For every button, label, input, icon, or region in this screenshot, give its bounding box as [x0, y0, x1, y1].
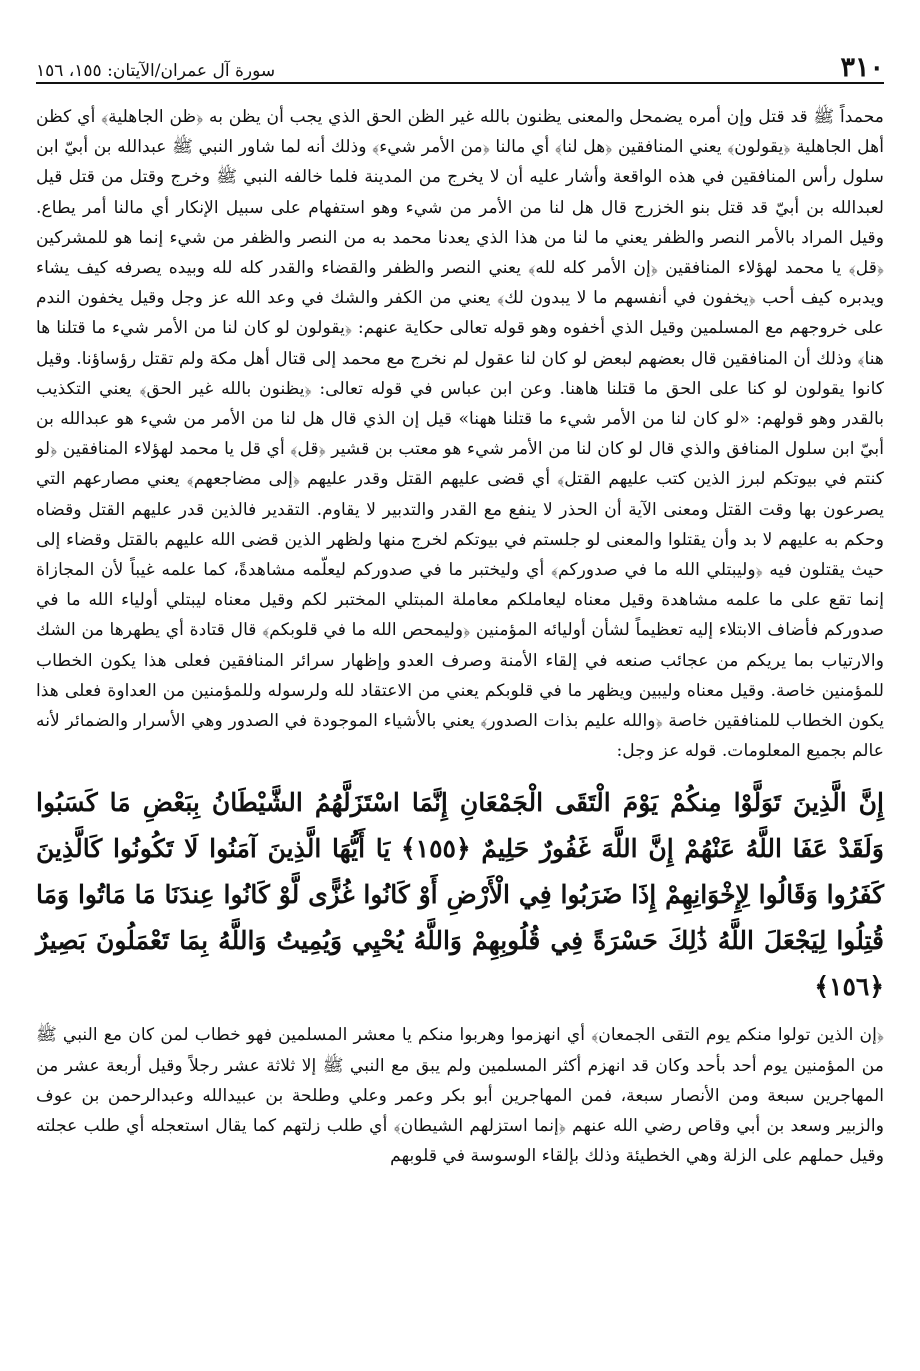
verse-commentary-paragraph: ﴿إن الذين تولوا منكم يوم التقى الجمعان﴾ أي انهزموا وهربوا منكم يا معشر المسلمين فهو خطاب لمن كان مع النبي ﷺ من المؤمنين يوم أحد بأحد وكان قد انهزم أكثر المسلمين ولم يبق مع النبي ﷺ إلا ثلاثة عشر رجلاً وقيل أربعة عشر من المهاجرين سبعة ومن الأنصار سبعة، فمن المهاجرين أبو بكر وعمر وعلي وطلحة بن عبيدالله وعبدالرحمن بن عوف والزبير وسعد بن أبي وقاص رضي الله عنهم ﴿إنما استزلهم الشيطان﴾ أي طلب زلتهم كما يقال استعجله أي طلب عجلته وقيل حملهم على الزلة وهي الخطيئة وذلك بإلقاء الوسوسة في قلوبهم [36, 1025, 884, 1167]
page-number: ٣١٠ [840, 52, 884, 83]
commentary-paragraph: محمداً ﷺ قد قتل وإن أمره يضمحل والمعنى يظنون بالله غير الظن الحق الذي يجب أن يظن به ﴿ظن الجاهلية﴾ أي كظن أهل الجاهلية ﴿يقولون﴾ يعني المنافقين ﴿هل لنا﴾ أي مالنا ﴿من الأمر شيء﴾ وذلك أنه لما شاور النبي ﷺ عبدالله بن أبيّ ابن سلول رأس المنافقين في هذه الواقعة وأشار عليه أن لا يخرج من المدينة فلما خالفه النبي ﷺ وخرج وقتل من قتل قيل لعبدالله بن أبيّ قد قتل بنو الخزرج قال هل لنا من الأمر من شيء وهو استفهام على سبيل الإنكار أي مالنا أمر يطاع. وقيل المراد بالأمر النصر والظفر يعني ما لنا من هذا الذي يعدنا محمد به من النصر والظفر من شيء إنما هو للمشركين ﴿قل﴾ يا محمد لهؤلاء المنافقين ﴿إن الأمر كله لله﴾ يعني النصر والظفر والقضاء والقدر كله لله وبيده يصرفه كيف يشاء ويدبره كيف أحب ﴿يخفون في أنفسهم ما لا يبدون لك﴾ يعني من الكفر والشك في وعد الله عز وجل وقيل يخفون الندم على خروجهم مع المسلمين وقيل الذي أخفوه وهو قوله تعالى حكاية عنهم: ﴿يقولون لو كان لنا من الأمر شيء ما قتلنا ها هنا﴾ وذلك أن المنافقين قال بعضهم لبعض لو كان لنا عقول لم نخرج مع محمد إلى قتال أهل مكة ولم تقتل رؤساؤنا. وقيل كانوا يقولون لو كنا على الحق ما قتلنا هاهنا. وعن ابن عباس في قوله تعالى: ﴿يظنون بالله غير الحق﴾ يعني التكذيب بالقدر وهو قولهم: «لو كان لنا من الأمر شيء ما قتلنا ههنا» قيل إن الذي قال هل لنا من الأمر من شيء هو عبدالله بن أبيّ ابن سلول المنافق والذي قال لو كان لنا من الأمر شيء هو معتب بن قشير ﴿قل﴾ أي قل يا محمد لهؤلاء المنافقين ﴿لو كنتم في بيوتكم لبرز الذين كتب عليهم القتل﴾ أي قضى عليهم القتل وقدر عليهم ﴿إلى مضاجعهم﴾ يعني مصارعهم التي يصرعون بها وقت القتل ومعنى الآية أن الحذر لا ينفع مع القدر والتدبير لا يقاوم. التقدير فالذين قدر عليهم القتل وقضاه وحكم به عليهم لا بد وأن يقتلوا والمعنى لو جلستم في بيوتكم لخرج منها ولظهر الذين قضى الله عليهم بالقتل وقضاء إلى حيث يقتلون فيه ﴿وليبتلي الله ما في صدوركم﴾ أي وليختبر ما في صدوركم ليعلّمه مشاهدةً، كما علمه غيباً لأن المجازاة إنما تقع على ما علمه مشاهدة وقيل معناه ليعاملكم معاملة المبتلي المختبر لكم وقيل معناه ليبتلي أولياء الله ما في صدوركم فأضاف الابتلاء إليه تعظيماً لشأن أوليائه المؤمنين ﴿وليمحص الله ما في قلوبكم﴾ قال قتادة أي يطهرها من الشك والارتياب بما يريكم من عجائب صنعه في إلقاء الأمنة وصرف العدو وإظهار سرائر المنافقين فعلى هذا يكون الخطاب للمؤمنين خاصة. وقيل معناه وليبين ويظهر ما في قلوبكم يعني من الاعتقاد لله ولرسوله وللمؤمنين من العداوة فعلى هذا يكون الخطاب للمنافقين خاصة ﴿والله عليم بذات الصدور﴾ يعني بالأشياء الموجودة في الصدور وهي الأسرار والضمائر لأنه عالم بجميع المعلومات. قوله عز وجل: [36, 107, 885, 762]
document-page [36, 52, 884, 1352]
page-header [36, 52, 884, 84]
running-head: سورة آل عمران/الآيتان: ١٥٥، ١٥٦ [36, 61, 276, 81]
quran-verse-block: إِنَّ الَّذِينَ تَوَلَّوْا مِنكُمْ يَوْمَ الْتَقَى الْجَمْعَانِ إِنَّمَا اسْتَزَلَّهُمُ الشَّيْطَانُ بِبَعْضِ مَا كَسَبُوا وَلَقَدْ عَفَا اللَّهُ عَنْهُمْ إِنَّ اللَّهَ غَفُورٌ حَلِيمٌ ﴿١٥٥﴾ يَا أَيُّهَا الَّذِينَ آمَنُوا لَا تَكُونُوا كَالَّذِينَ كَفَرُوا وَقَالُوا لِإِخْوَانِهِمْ إِذَا ضَرَبُوا فِي الْأَرْضِ أَوْ كَانُوا غُزًّى لَّوْ كَانُوا عِندَنَا مَا مَاتُوا وَمَا قُتِلُوا لِيَجْعَلَ اللَّهُ ذَٰلِكَ حَسْرَةً فِي قُلُوبِهِمْ وَاللَّهُ يُحْيِي وَيُمِيتُ وَاللَّهُ بِمَا تَعْمَلُونَ بَصِيرٌ ﴿١٥٦﴾ [36, 788, 884, 1002]
